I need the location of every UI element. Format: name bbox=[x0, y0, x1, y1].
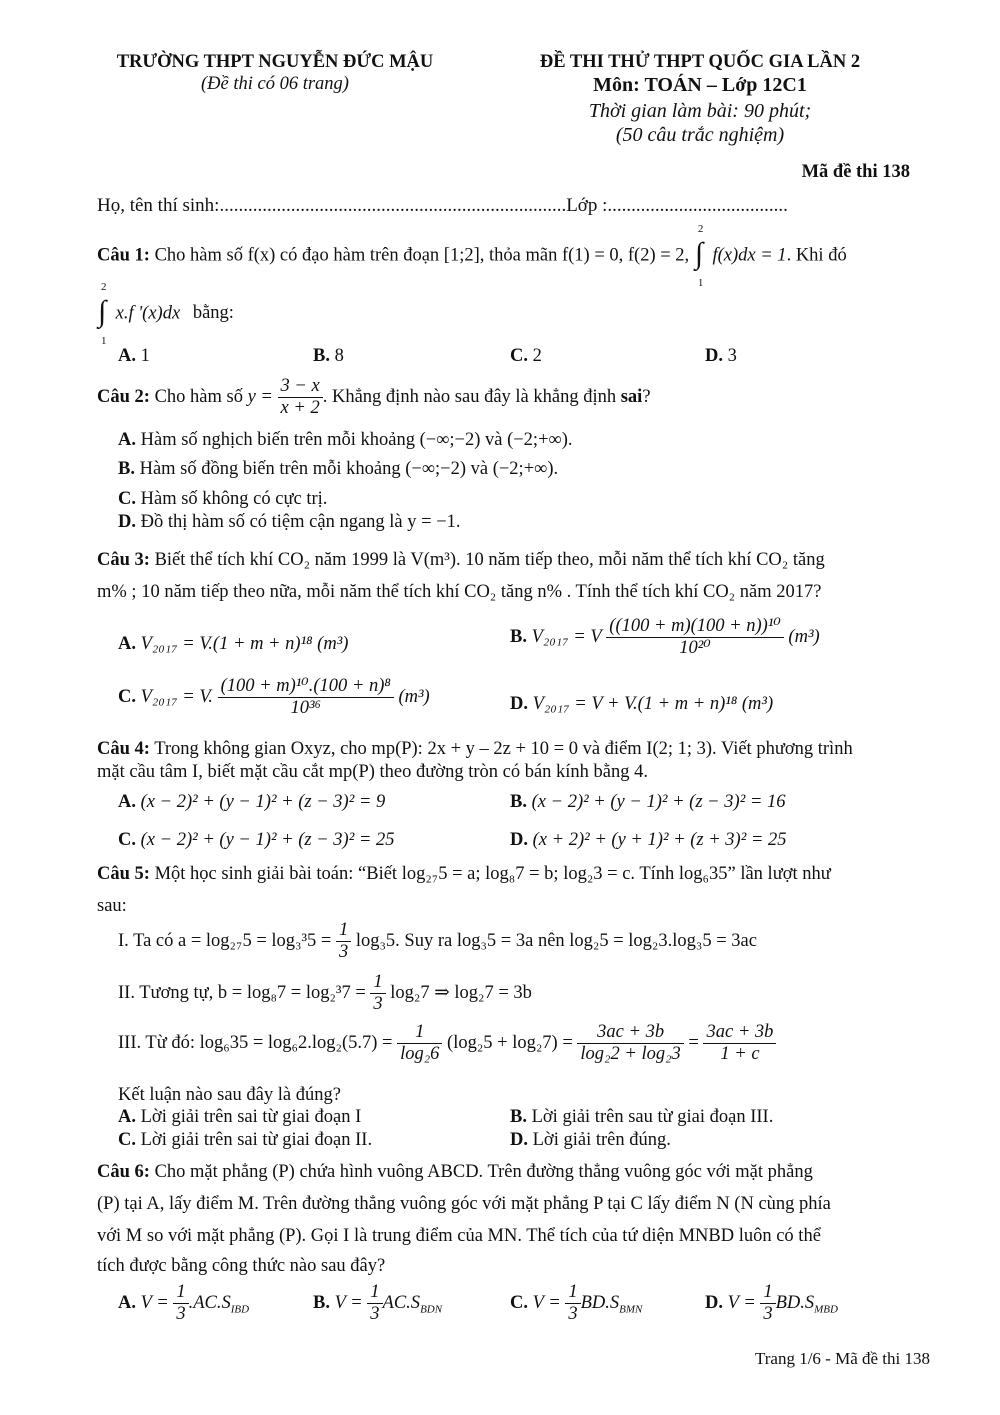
question-text: . Khi đó bbox=[786, 245, 847, 266]
question-6-line3: với M so với mặt phẳng (P). Gọi I là trung điểm của MN. Thể tích của tứ diện MNBD luôn có thể bbox=[97, 1226, 821, 1246]
option-a[interactable]: A. 1 bbox=[118, 346, 150, 366]
question-6-line4: tích được bằng công thức nào sau đây? bbox=[97, 1256, 386, 1276]
question-label: Câu 1: bbox=[97, 245, 150, 266]
conclusion-prompt: Kết luận nào sau đây là đúng? bbox=[118, 1085, 341, 1105]
integral-expression: f(x)dx = 1 bbox=[712, 245, 787, 266]
question-4 bbox=[97, 737, 932, 761]
question-label: Câu 5: bbox=[97, 864, 150, 884]
solution-step-2: II. Tương tự, b = log₈7 = log₂³7 = $\frac{1}{3}$ log₂7 ⇒ log₂7 = 3b bbox=[118, 972, 532, 1015]
option-d[interactable]: D. Đồ thị hàm số có tiệm cận ngang là y = −1. bbox=[118, 512, 461, 532]
math-expression: y = bbox=[247, 387, 273, 408]
integral-expression: x.f '(x)dx bbox=[115, 303, 181, 324]
question-6 bbox=[97, 1160, 932, 1184]
option-d[interactable]: D. (x + 2)² + (y + 1)² + (z + 3)² = 25 bbox=[510, 830, 787, 850]
option-d[interactable]: D. V₂₀₁₇ = V + V.(1 + m + n)¹⁸ (m³) bbox=[510, 694, 774, 714]
question-count: (50 câu trắc nghiệm) bbox=[615, 124, 785, 146]
integral-sign: 2 ∫ 1 bbox=[98, 281, 107, 347]
question-text: Cho mặt phẳng (P) chứa hình vuông ABCD. Trên đường thẳng vuông góc với mặt phẳng bbox=[154, 1162, 813, 1182]
option-b[interactable]: B. V₂₀₁₇ = V $\frac{\text{((100 + m)(100 + n))¹⁰}}{\text{10²⁰}}$ (m³) bbox=[510, 616, 820, 659]
option-b[interactable]: B. Hàm số đồng biến trên mỗi khoảng (−∞;−2) và (−2;+∞). bbox=[118, 459, 559, 479]
question-4-cont: mặt cầu tâm I, biết mặt cầu cắt mp(P) theo đường tròn có bán kính bằng 4. bbox=[97, 762, 649, 782]
question-1-cont bbox=[97, 281, 234, 347]
option-a[interactable]: A. V = $\frac{1}{3}$ $.AC.S_{IBD}$ bbox=[118, 1282, 250, 1325]
option-a[interactable]: A. (x − 2)² + (y − 1)² + (z − 3)² = 9 bbox=[118, 792, 386, 812]
emphasis-word: sai bbox=[620, 387, 643, 408]
exam-title: ĐỀ THI THỬ THPT QUỐC GIA LẦN 2 bbox=[539, 52, 861, 72]
exam-duration: Thời gian làm bài: 90 phút; bbox=[588, 100, 812, 122]
option-c[interactable]: C. Hàm số không có cực trị. bbox=[118, 489, 328, 509]
option-c[interactable]: C. Lời giải trên sai từ giai đoạn II. bbox=[118, 1130, 373, 1150]
question-text: Trong không gian Oxyz, cho mp(P): 2x + y – 2z + 10 = 0 và điểm I(2; 1; 3). Viết phương trình bbox=[154, 739, 853, 759]
option-b[interactable]: B. (x − 2)² + (y − 1)² + (z − 3)² = 16 bbox=[510, 792, 786, 812]
option-d[interactable]: D. Lời giải trên đúng. bbox=[510, 1130, 671, 1150]
fraction: $\frac{3 - x}{x + 2}$ bbox=[278, 376, 323, 420]
exam-code: Mã đề thi 138 bbox=[801, 162, 910, 182]
option-c[interactable]: C. V₂₀₁₇ = V. $\frac{\text{(100 + m)¹⁰.(100 + n)⁸}}{\text{10³⁶}}$ (m³) bbox=[118, 676, 430, 719]
option-b[interactable]: B. 8 bbox=[313, 346, 344, 366]
option-c[interactable]: C. 2 bbox=[510, 346, 542, 366]
option-d[interactable]: D. V = $\frac{1}{3}$ $BD.S_{MBD}$ bbox=[705, 1282, 838, 1325]
pages-note: (Đề thi có 06 trang) bbox=[201, 74, 349, 94]
page-footer: Trang 1/6 - Mã đề thi 138 bbox=[754, 1349, 930, 1368]
question-1 bbox=[97, 223, 932, 289]
solution-step-3: III. Từ đó: log₆35 = log₆2.log₂(5.7) = $\frac{1}{\text{log₂6}}$ (log₂5 + log₂7) = $\frac{3ac + 3b}{\text{log₂2 + log₂3}}$ = $\frac{3ac + 3b}{1 + c}$ bbox=[118, 1022, 776, 1066]
question-5-cont: sau: bbox=[97, 896, 127, 916]
option-b[interactable]: B. Lời giải trên sau từ giai đoạn III. bbox=[510, 1107, 774, 1127]
question-text: Cho hàm số f(x) có đạo hàm trên đoạn [1;2], thỏa mãn f(1) = 0, f(2) = 2, bbox=[154, 245, 690, 266]
question-label: Câu 6: bbox=[97, 1162, 150, 1182]
candidate-line: Họ, tên thí sinh:.........................................................................Lớp :...................................... bbox=[97, 195, 788, 216]
option-a[interactable]: A. V₂₀₁₇ = V.(1 + m + n)¹⁸ (m³) bbox=[118, 634, 349, 654]
integral-sign: 2 ∫ 1 bbox=[694, 223, 704, 289]
option-a[interactable]: A. Hàm số nghịch biến trên mỗi khoảng (−∞;−2) và (−2;+∞). bbox=[118, 430, 573, 450]
question-2: Câu 2: Cho hàm số y = $\frac{3 - x}{x + 2}$ . Khẳng định nào sau đây là khẳng định sai? bbox=[97, 376, 651, 419]
question-6-line2: (P) tại A, lấy điểm M. Trên đường thẳng vuông góc với mặt phẳng P tại C lấy điểm N (N cùng phía bbox=[97, 1194, 831, 1214]
option-b[interactable]: B. V = $\frac{1}{3}$ $AC.S_{BDN}$ bbox=[313, 1282, 443, 1325]
question-text: . Khẳng định nào sau đây là khẳng định bbox=[322, 387, 617, 408]
option-d[interactable]: D. 3 bbox=[705, 346, 737, 366]
question-text: Một học sinh giải bài toán: “Biết log₂₇5 = a; log₈7 = b; log₂3 = c. Tính log₆35” lần lượt như bbox=[154, 864, 831, 884]
question-text: bằng: bbox=[192, 303, 234, 324]
option-a[interactable]: A. Lời giải trên sai từ giai đoạn I bbox=[118, 1107, 362, 1127]
question-text: Biết thể tích khí CO₂ năm 1999 là V(m³). 10 năm tiếp theo, mỗi năm thể tích khí CO₂ tăng bbox=[154, 550, 825, 570]
question-label: Câu 3: bbox=[97, 550, 150, 570]
school-name: TRƯỜNG THPT NGUYỄN ĐỨC MẬU bbox=[116, 52, 434, 72]
question-5 bbox=[97, 862, 932, 886]
question-label: Câu 4: bbox=[97, 739, 150, 759]
exam-subject: Môn: TOÁN – Lớp 12C1 bbox=[593, 74, 807, 96]
option-c[interactable]: C. (x − 2)² + (y − 1)² + (z − 3)² = 25 bbox=[118, 830, 395, 850]
solution-step-1: I. Ta có a = log₂₇5 = log₃³5 = $\frac{1}{3}$ log₃5. Suy ra log₃5 = 3a nên log₂5 = log₂3.log₃5 = 3ac bbox=[118, 920, 757, 963]
option-c[interactable]: C. V = $\frac{1}{3}$ $BD.S_{BMN}$ bbox=[510, 1282, 643, 1325]
question-label: Câu 2: bbox=[97, 387, 150, 408]
question-text: Cho hàm số bbox=[154, 387, 243, 408]
question-3-cont: m% ; 10 năm tiếp theo nữa, mỗi năm thể tích khí CO₂ tăng n% . Tính thể tích khí CO₂ năm 2017? bbox=[97, 582, 822, 602]
question-3 bbox=[97, 548, 932, 572]
